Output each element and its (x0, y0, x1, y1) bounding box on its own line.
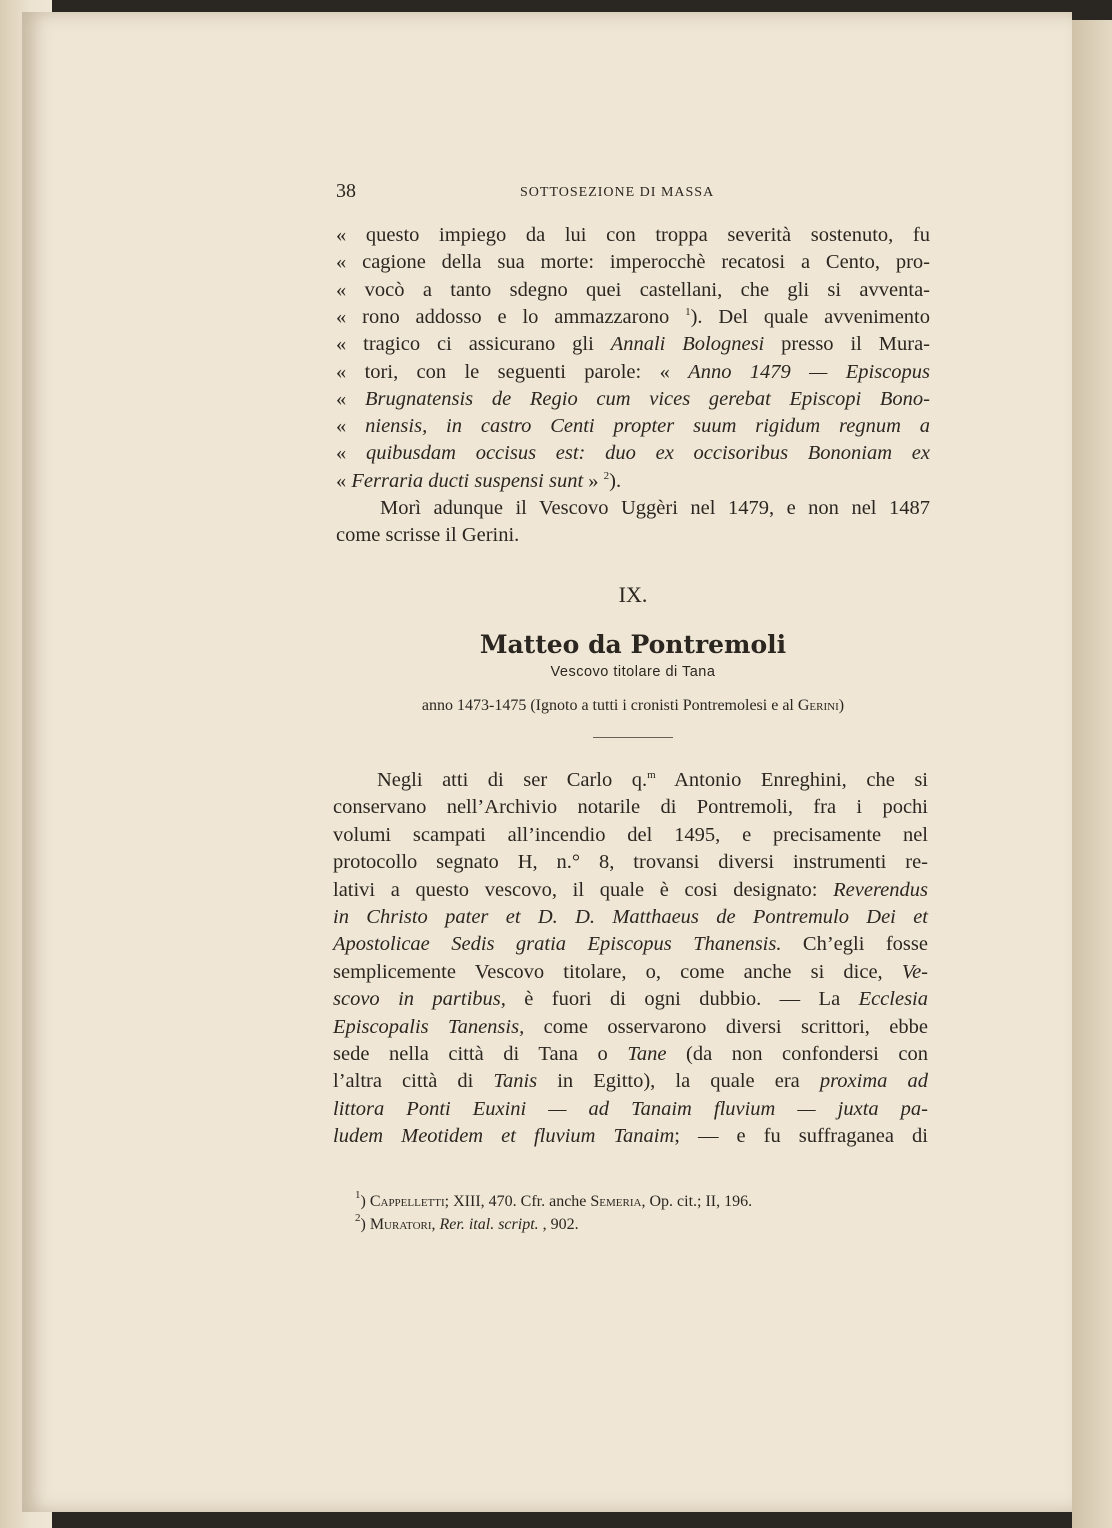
text-line (336, 278, 930, 302)
text-run: l’altra città di (333, 1070, 494, 1093)
text-run: come scrisse il Gerini. (336, 524, 520, 547)
text-run: Brugnatensis de Regio cum vices gerebat Episcopi Bono- (364, 387, 931, 410)
text-line (333, 1097, 928, 1121)
text-run: presso il Mura- (764, 333, 930, 356)
text-run: « questo impiego da lui con troppa severità sostenuto, fu (336, 224, 930, 246)
text-run: è fuori di ogni dubbio. — La (505, 988, 859, 1011)
footnote-ref: 2 (355, 1211, 361, 1224)
text-run: Anno 1479 — Episcopus (688, 360, 930, 383)
text-line (333, 905, 928, 929)
text-run: in Christo pater et D. D. Matthaeus de Pontremulo Dei et (333, 906, 928, 928)
text-run: protocollo segnato H, n.° 8, trovansi diversi instrumenti re- (333, 851, 928, 874)
section-dates (0, 697, 1112, 715)
text-run: in Egitto), la quale era (537, 1070, 820, 1093)
text-run: Ve- (901, 960, 928, 983)
text-run: Cappelletti (369, 1193, 445, 1210)
text-line (336, 223, 930, 247)
text-run: « tori, con le seguenti parole: « (336, 360, 689, 383)
text-line (333, 1124, 928, 1148)
text-run: volumi scampati all’incendio del 1495, e precisamente nel (333, 823, 928, 846)
text-run: « (336, 387, 365, 410)
text-run: ludem Meotidem et fluvium Tanaim (333, 1125, 675, 1148)
text-line (333, 823, 928, 847)
text-run: Tane (627, 1043, 667, 1065)
text-line (336, 441, 930, 465)
text-run: Morì adunque il Vescovo Uggèri nel 1479, e non nel 1487 (380, 497, 930, 519)
text-run: ; — e fu suffraganea di (674, 1125, 928, 1148)
text-run: proxima ad (819, 1070, 928, 1093)
text-run: sede nella città di Tana o (333, 1043, 628, 1065)
text-run: Negli atti di ser Carlo q. (377, 769, 648, 791)
text-line (333, 850, 928, 874)
text-run: , (431, 1215, 440, 1233)
text-line (336, 305, 930, 329)
footnote-line (355, 1190, 915, 1214)
text-line (336, 387, 930, 411)
text-line (336, 469, 930, 493)
text-line (336, 414, 930, 438)
text-run: « cagione della sua morte: imperocchè recatosi a Cento, pro- (336, 251, 930, 274)
text-run: ). (609, 469, 622, 492)
text-run: Reverendus (833, 878, 928, 901)
text-run: « (336, 469, 352, 492)
text-run: Ch’egli fosse (781, 933, 928, 956)
section-subtitle: Vescovo titolare di Tana (550, 664, 716, 680)
text-run: Rer. ital. script. (439, 1215, 539, 1233)
text-run: « (336, 442, 366, 465)
text-run: ; XIII, 470. Cfr. anche (444, 1193, 591, 1210)
text-line (333, 1015, 928, 1039)
text-line (333, 932, 928, 956)
dates-close: ) (838, 697, 845, 714)
text-run: Semeria (590, 1193, 642, 1210)
text-line (336, 523, 930, 547)
text-run: Ecclesia (858, 988, 929, 1011)
text-line (333, 960, 928, 984)
text-run: Ferraria ducti suspensi sunt (351, 469, 584, 492)
text-run: semplicemente Vescovo titolare, o, come anche si dice, (333, 960, 902, 983)
footnote-ref: m (647, 769, 656, 781)
section-rule (593, 737, 673, 738)
text-run: Episcopalis Tanensis, (333, 1015, 525, 1038)
text-run: , Op. cit.; II, 196. (641, 1193, 753, 1210)
text-run: lativi a questo vescovo, il quale è cosi designato: (333, 878, 834, 901)
text-run: , 902. (538, 1215, 579, 1233)
text-line (377, 768, 928, 792)
text-run: Apostolicae Sedis gratia Episcopus Thanensis. (333, 933, 782, 956)
text-run: conservano nell’Archivio notarile di Pontremoli, fra i pochi (333, 796, 928, 819)
text-run: « vocò a tanto sdegno quei castellani, che gli si avventa- (336, 278, 930, 301)
footnote-ref: 2 (603, 469, 610, 482)
text-line (336, 332, 930, 356)
text-run: (da non confondersi con (666, 1043, 928, 1065)
text-run: « rono addosso e lo ammazzarono (336, 305, 686, 328)
text-line (380, 496, 930, 520)
text-line (333, 1042, 928, 1066)
text-run: Antonio Enreghini, che si (655, 769, 928, 791)
footnote-ref: 1 (355, 1189, 361, 1201)
section-title: Matteo da Pontremoli (479, 630, 787, 659)
text-run: scovo in partibus, (333, 988, 506, 1011)
text-run: littora Ponti Euxini — ad Tanaim fluvium — juxta pa- (333, 1097, 928, 1120)
dates-text: anno 1473-1475 (Ignoto a tutti i cronisti Pontremolesi e al (421, 697, 798, 714)
text-run: Annali Bolognesi (610, 333, 765, 356)
text-run: » (583, 469, 604, 492)
text-run: Tanis (493, 1070, 538, 1093)
dates-name: Gerini (797, 697, 839, 714)
text-line (333, 987, 928, 1011)
text-line (336, 360, 930, 384)
text-line (333, 878, 928, 902)
text-run: « tragico ci assicurano gli (336, 333, 611, 356)
text-run: ) (360, 1215, 370, 1233)
footnote-line (355, 1213, 915, 1237)
text-line (333, 1069, 928, 1093)
footnote-ref: 1 (685, 305, 691, 318)
next-page-edge (1072, 20, 1112, 1528)
text-run: come osservarono diversi scrittori, ebbe (524, 1015, 928, 1038)
page-number: 38 (336, 180, 356, 202)
text-line (333, 795, 928, 819)
text-run: quibusdam occisus est: duo ex occisoribus Bononiam ex (365, 442, 930, 465)
text-run: ) (360, 1193, 370, 1210)
text-run: « (336, 415, 366, 438)
text-run: ). Del quale avvenimento (690, 305, 930, 328)
running-title: SOTTOSEZIONE DI MASSA (520, 185, 715, 200)
text-run: niensis, in castro Centi propter suum rigidum regnum a (365, 415, 931, 438)
text-run: Muratori (369, 1215, 432, 1233)
section-number: IX. (618, 582, 648, 607)
text-line (336, 250, 930, 274)
